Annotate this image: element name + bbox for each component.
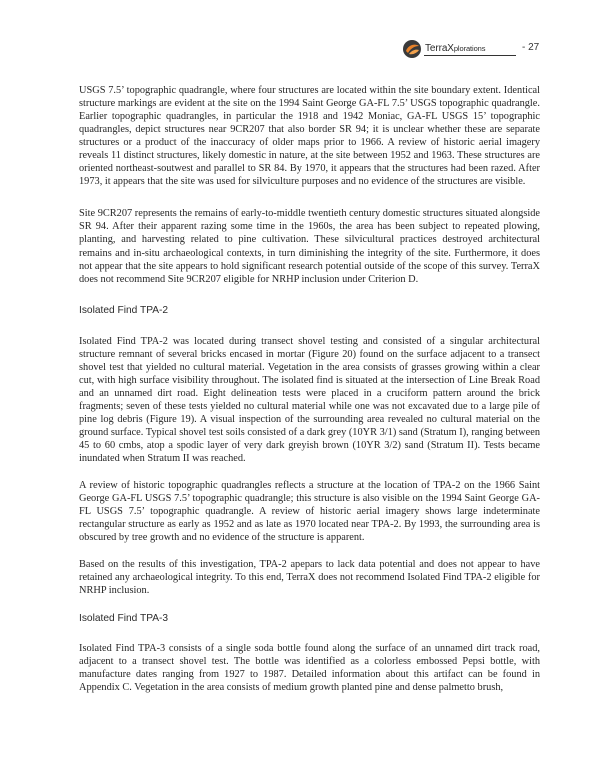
header-rule	[424, 55, 516, 56]
paragraph-9cr207-history: USGS 7.5’ topographic quadrangle, where four structures are located within the site boundary extent. Identical structure markings are evident at the site on the 1994 Saint George GA-FL 7.5’ USGS topographic quadrangle. Earlier topographic quadrangles, in particular the 1918 and 1942 Moniac, GA-FL USGS 15’ topographic quadrangles, depict structures near 9CR207 that also border SR 94; it is unclear whether these are separate structures or a product of the inaccuracy of older maps prior to 1966. A review of historic aerial imagery reveals 11 distinct structures, likely domestic in nature, at the site between 1952 and 1963. These structures are oriented northeast-soutwest and parallel to SR 84. By 1970, it appears that the structures had been razed. After 1973, it appears that the site was used for silviculture purposes and no evidence of the structures are visible.	[79, 85, 540, 188]
terrax-logo-icon	[402, 39, 422, 59]
paragraph-tpa-2-recommendation: Based on the results of this investigation, TPA-2 apepars to lack data potential and does not appear to have retained any archaeological integrity. To this end, TerraX does not recommend Isolated Find TPA-2 eligible for NRHP inclusion.	[79, 559, 540, 597]
logo-brand: TerraX	[425, 43, 454, 54]
paragraph-tpa-3-description: Isolated Find TPA-3 consists of a single soda bottle found along the surface of an unnamed dirt track road, adjacent to a transect shovel test. The bottle was identified as a colorless embossed Pepsi bottle, with manufacture dates ranging from 1927 to 1987. Detailed information about this artifact can be found in Appendix C. Vegetation in the area consists of medium growth planted pine and dense palmetto brush,	[79, 642, 540, 693]
paragraph-tpa-2-history: A review of historic topographic quadrangles reflects a structure at the location of TPA-2 on the 1966 Saint George GA-FL USGS 7.5’ topographic quadrangle; this structure is also visible on the 1994 Saint George GA-FL USGS 7.5’ topographic quadrangle. A review of historic aerial imagery shows large indeterminate rectangular structure as early as 1952 and as late as 1970 located near TPA-2. By 1993, the surrounding area is obscured by tree growth and no evidence of the structure is apparent.	[79, 480, 540, 544]
section-heading-tpa-2: Isolated Find TPA-2	[79, 304, 169, 316]
section-heading-tpa-3: Isolated Find TPA-3	[79, 612, 169, 624]
document-body	[79, 84, 540, 694]
page-number: - 27	[522, 42, 540, 53]
paragraph-tpa-2-description: Isolated Find TPA-2 was located during transect shovel testing and consisted of a singular architectural structure remnant of several bricks encased in mortar (Figure 20) found on the surface adjacent to a transect shovel test that yielded no cultural material. Vegetation in the area consists of grasses growing within a clear cut, with high surface visibility throughout. The isolated find is situated at the intersection of Line Break Road and an unnamed dirt road. Eight delineation tests were placed in a cruciform pattern around the brick fragments; seven of these tests yielded no cultural material while one was not excavated due to a large pile of pine log debris (Figure 19). A visual inspection of the surrounding area revealed no cultural material on the ground surface. Typical shovel test soils consisted of a dark grey (10YR 3/1) sand (Stratum I), ranging between 45 to 60 cmbs, atop a spodic layer of very dark greyish brown (10YR 3/2) sand (Stratum II). Tests became inundated when Stratum II was reached.	[79, 335, 540, 465]
company-logo-text	[425, 43, 485, 54]
paragraph-9cr207-recommendation: Site 9CR207 represents the remains of early-to-middle twentieth century domestic structures situated alongside SR 94. After their apparent razing some time in the 1960s, the area has been subject to repeated plowing, planting, and harvesting related to pine cultivation. These silvicultural practices destroyed architectural remains and in-situ archaeological contexts, in turn diminishing the integrity of the site. Furthermore, it does not appear that the site appears to hold significant research potential outside of the scope of this survey. TerraX does not recommend Site 9CR207 eligible for NRHP inclusion under Criterion D.	[79, 208, 540, 285]
logo-sub: plorations	[453, 44, 486, 53]
page-header	[398, 38, 548, 62]
